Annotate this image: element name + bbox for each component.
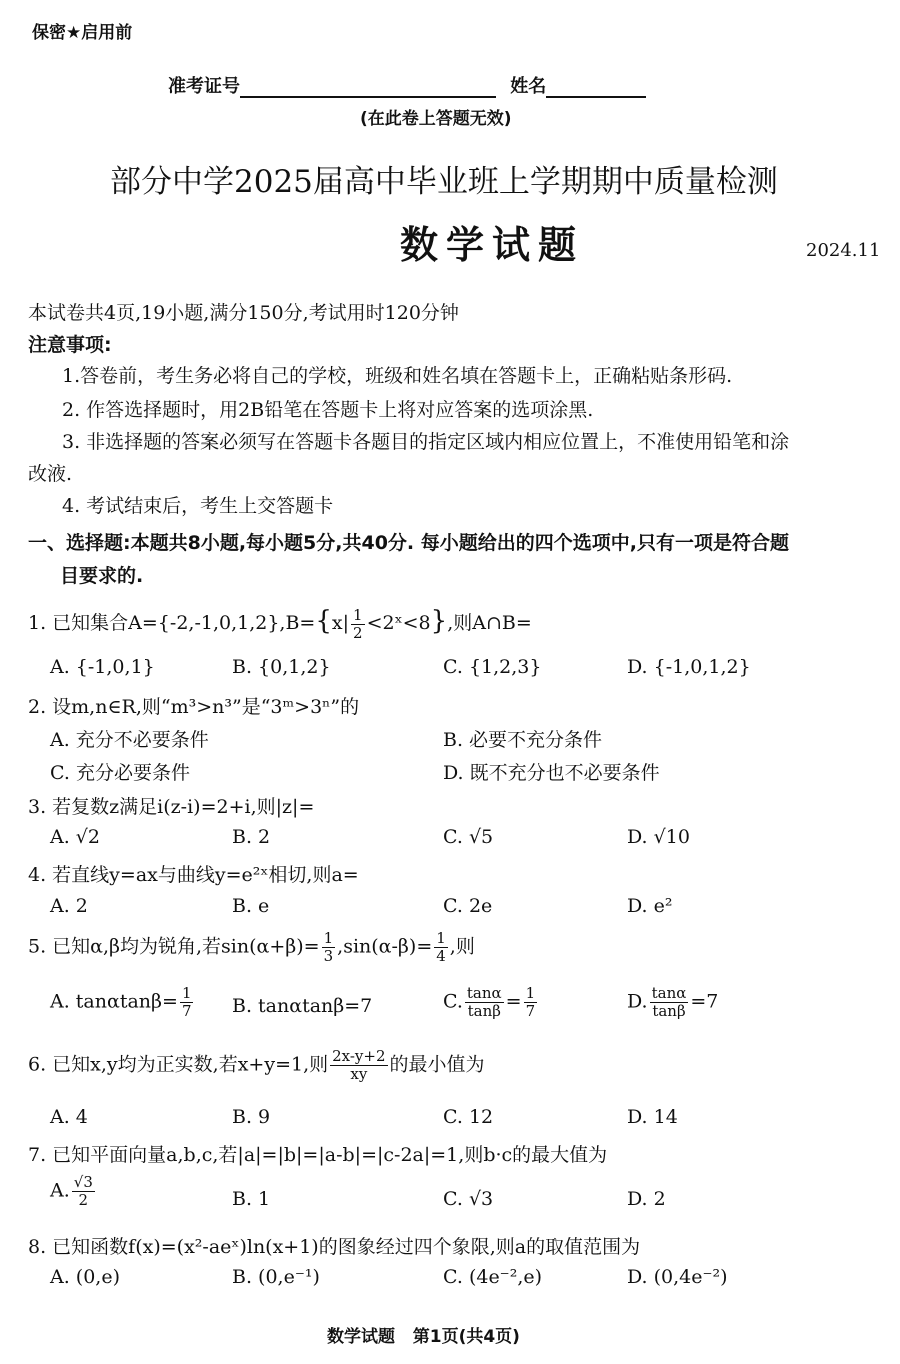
q6-frac-num: 2x-y+2 [332,1047,386,1065]
q5-stem-a: 5. 已知α,β均为锐角,若sin(α+β)= [28,935,320,958]
q5-opt-c-eq: = [505,990,522,1013]
q5-opt-c-den: tanβ [467,1002,501,1020]
q8-option-d: D. (0,4e⁻²) [627,1266,728,1288]
q7-option-c: C. √3 [443,1188,494,1210]
q6-option-c: C. 12 [443,1106,494,1128]
invalid-note: (在此卷上答题无效) [360,109,512,129]
q5-opt-c-label: C. [443,990,463,1013]
q4-option-d: D. e² [627,895,673,917]
q5-option-d [627,985,718,1020]
q5-frac1-num: 1 [323,929,334,947]
question-6-stem [28,1048,485,1083]
q4-option-b: B. e [232,895,270,917]
q5-opt-d-label: D. [627,990,648,1013]
q1-option-d: D. {-1,0,1,2} [627,656,751,678]
q6-option-a: A. 4 [50,1106,88,1128]
notice-item: 4. 考试结束后，考生上交答题卡 [62,495,334,517]
q3-option-c: C. √5 [443,826,494,848]
q1-stem-b: x| [331,612,350,634]
q5-opt-d-num: tanα [651,984,687,1002]
q5-option-b: B. tanαtanβ=7 [232,995,373,1017]
q5-opt-a-num: 1 [181,984,192,1002]
q7-opt-a-label: A. [50,1179,70,1202]
question-8-stem: 8. 已知函数f(x)=(x²-aeˣ)ln(x+1)的图象经过四个象限,则a的取值范围为 [28,1236,641,1258]
q7-option-d: D. 2 [627,1188,666,1210]
q8-option-a: A. (0,e) [50,1266,120,1288]
q7-option-b: B. 1 [232,1188,271,1210]
section-heading: 一、选择题:本题共8小题,每小题5分,共40分. 每小题给出的四个选项中,只有一项是符合题 [28,532,789,554]
notice-item: 3. 非选择题的答案必须写在答题卡各题目的指定区域内相应位置上，不准使用铅笔和涂 [62,431,790,453]
q5-frac1-den: 3 [323,947,334,965]
section-heading-cont: 目要求的. [60,565,144,587]
q1-option-b: B. {0,1,2} [232,656,331,678]
q5-opt-a-text: A. tanαtanβ= [50,990,178,1013]
question-2-stem: 2. 设m,n∈R,则“m³>n³”是“3ᵐ>3ⁿ”的 [28,696,360,718]
q5-opt-c-fden: 7 [525,1002,536,1020]
q2-option-c: C. 充分必要条件 [50,762,190,784]
q1-option-a: A. {-1,0,1} [50,656,155,678]
confidential-mark: 保密★启用前 [32,23,133,43]
q7-opt-a-num: √3 [73,1173,93,1191]
notice-heading: 注意事项: [28,334,112,356]
notice-item: 2. 作答选择题时，用2B铅笔在答题卡上将对应答案的选项涂黑. [62,399,594,421]
q8-option-b: B. (0,e⁻¹) [232,1266,320,1288]
q2-option-b: B. 必要不充分条件 [443,729,603,751]
q5-stem-b: ,sin(α-β)= [337,935,433,958]
q3-option-b: B. 2 [232,826,271,848]
question-3-stem: 3. 若复数z满足i(z-i)=2+i,则|z|= [28,796,315,818]
exam-id-label: 准考证号 [168,76,240,97]
q5-opt-a-den: 7 [181,1002,192,1020]
name-blank [546,76,646,98]
q5-frac2-den: 4 [436,947,446,965]
exam-intro: 本试卷共4页,19小题,满分150分,考试用时120分钟 [28,302,459,324]
q5-option-c [443,985,539,1020]
q3-option-a: A. √2 [50,826,100,848]
page-footer: 数学试题 第1页(共4页) [327,1327,520,1347]
q5-opt-c-fnum: 1 [525,984,536,1002]
q2-option-d: D. 既不充分也不必要条件 [443,762,660,784]
q3-option-d: D. √10 [627,826,690,848]
q5-option-a [50,985,195,1020]
q1-stem-d: ,则A∩B= [447,612,532,634]
exam-title: 部分中学2025届高中毕业班上学期期中质量检测 [110,164,778,200]
q6-frac-den: xy [350,1065,368,1083]
subject-title: 数学试题 [400,223,585,267]
question-5-stem [28,930,475,965]
question-4-stem: 4. 若直线y=ax与曲线y=e²ˣ相切,则a= [28,864,359,886]
q5-opt-d-eq: =7 [690,990,719,1013]
q1-frac-num: 1 [353,605,363,624]
q6-stem-a: 6. 已知x,y均为正实数,若x+y=1,则 [28,1053,329,1076]
q6-stem-b: 的最小值为 [389,1053,485,1076]
q4-option-a: A. 2 [50,895,88,917]
name-label: 姓名 [510,76,547,97]
exam-date: 2024.11 [806,240,881,261]
q1-stem-a: 1. 已知集合A={-2,-1,0,1,2},B= [28,612,316,634]
q4-option-c: C. 2e [443,895,493,917]
q7-opt-a-den: 2 [78,1191,89,1209]
q2-option-a: A. 充分不必要条件 [50,729,209,751]
q5-opt-c-num: tanα [466,984,502,1002]
question-7-stem: 7. 已知平面向量a,b,c,若|a|=|b|=|a-b|=|c-2a|=1,则b·c的最大值为 [28,1144,608,1166]
q7-option-a [50,1174,97,1209]
q1-frac-den: 2 [353,623,363,642]
q8-option-c: C. (4e⁻²,e) [443,1266,543,1288]
exam-id-field [168,72,646,98]
q6-option-b: B. 9 [232,1106,271,1128]
notice-item: 1.答卷前，考生务必将自己的学校，班级和姓名填在答题卡上，正确粘贴条形码. [62,365,733,387]
notice-item: 改液. [28,463,73,485]
exam-id-blank [240,76,496,98]
q5-opt-d-den: tanβ [652,1002,686,1020]
question-1-stem: 1. 已知集合A={-2,-1,0,1,2},B={x| $\frac{1}{2}$ <2ˣ<8},则A∩B= [28,605,532,642]
q5-stem-c: ,则 [449,935,475,958]
q6-option-d: D. 14 [627,1106,678,1128]
q1-option-c: C. {1,2,3} [443,656,542,678]
q1-stem-c: <2ˣ<8 [366,612,431,634]
q5-frac2-num: 1 [436,929,446,947]
